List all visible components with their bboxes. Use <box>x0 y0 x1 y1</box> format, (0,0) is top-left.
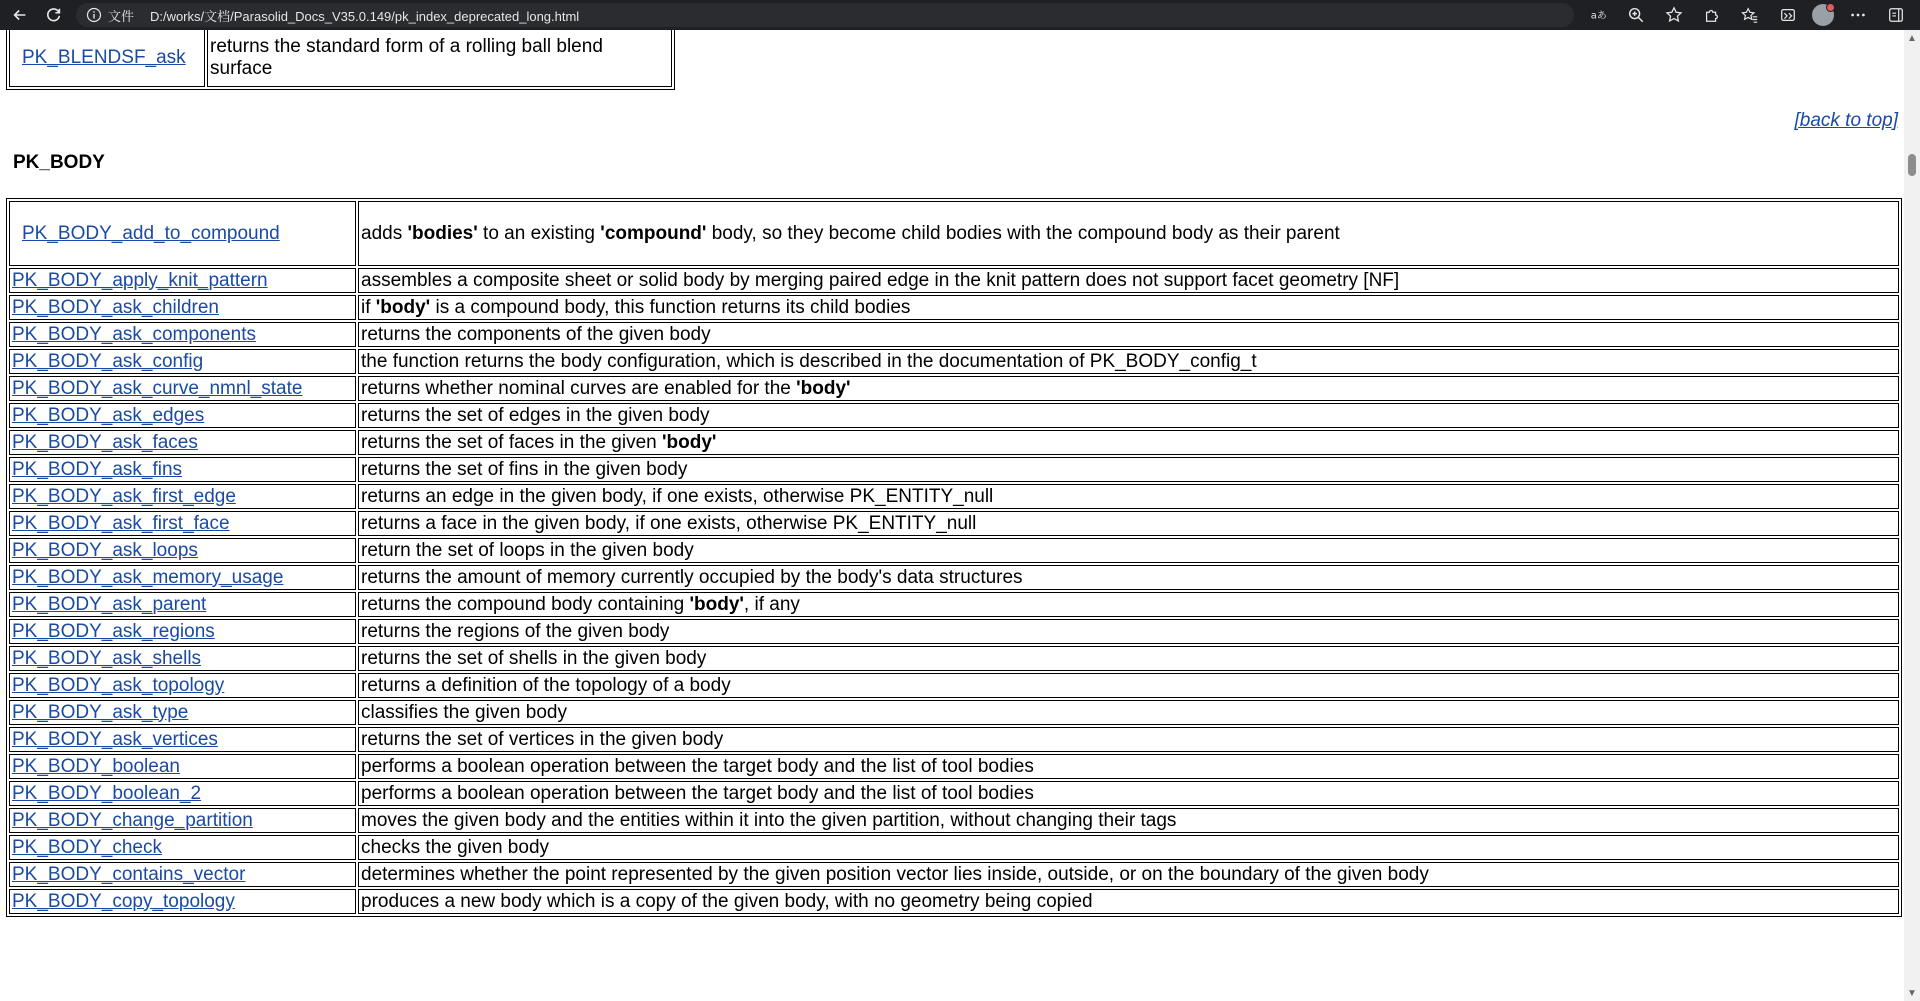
function-desc-cell <box>358 889 1899 914</box>
function-link[interactable]: PK_BODY_apply_knit_pattern <box>12 269 268 291</box>
function-link[interactable]: PK_BODY_add_to_compound <box>22 222 280 244</box>
function-name-cell <box>9 430 356 455</box>
function-link[interactable]: PK_BODY_ask_regions <box>12 620 215 642</box>
function-name-cell <box>9 565 356 590</box>
function-link[interactable]: PK_BODY_ask_edges <box>12 404 205 426</box>
desc-text: returns the components of the given body <box>361 323 711 345</box>
desc-text: classifies the given body <box>361 701 567 723</box>
function-desc-cell <box>358 592 1899 617</box>
zoom-button[interactable] <box>1622 1 1650 29</box>
function-desc-cell <box>358 646 1899 671</box>
desc-text: the function returns the body configuration, which is described in the documentation of PK_BODY_config_t <box>361 350 1257 372</box>
function-name-cell <box>9 808 356 833</box>
param-name: 'body' <box>375 296 431 318</box>
read-aloud-button[interactable] <box>1584 1 1612 29</box>
function-desc-cell <box>358 727 1899 752</box>
extensions-button[interactable] <box>1698 1 1726 29</box>
function-name-cell <box>9 727 356 752</box>
function-link[interactable]: PK_BODY_ask_fins <box>12 458 183 480</box>
desc-text: returns the set of faces in the given <box>361 431 663 453</box>
function-desc-cell <box>358 403 1899 428</box>
function-name-cell <box>9 700 356 725</box>
function-name-cell <box>9 322 356 347</box>
table-row <box>9 781 1899 806</box>
table-row <box>9 700 1899 725</box>
desc-text: returns the compound body containing <box>361 593 690 615</box>
function-name-cell <box>9 835 356 860</box>
desc-text: returns a definition of the topology of a body <box>361 674 731 696</box>
puzzle-icon <box>1703 6 1721 24</box>
desc-text: returns the set of shells in the given body <box>361 647 707 669</box>
table-row <box>9 457 1899 482</box>
read-aloud-icon <box>1589 6 1607 24</box>
table-row <box>9 511 1899 536</box>
page-content <box>0 30 1904 1001</box>
table-row <box>9 646 1899 671</box>
function-desc-cell <box>358 538 1899 563</box>
desc-text: returns the regions of the given body <box>361 620 670 642</box>
reload-button[interactable] <box>40 1 68 29</box>
desc-text: returns a face in the given body, if one exists, otherwise PK_ENTITY_null <box>361 512 977 534</box>
param-name: 'body' <box>796 377 851 399</box>
info-icon <box>86 7 102 23</box>
desc-text: returns whether nominal curves are enabled for the <box>361 377 797 399</box>
table-row <box>9 430 1899 455</box>
function-name-cell <box>9 268 356 293</box>
collections-icon <box>1779 6 1797 24</box>
pk-body-rows <box>9 201 1899 914</box>
function-link[interactable]: PK_BODY_ask_first_face <box>12 512 230 534</box>
toolbar-actions <box>1574 1 1910 29</box>
function-name-cell <box>9 484 356 509</box>
desc-text: assembles a composite sheet or solid body by merging paired edge in the knit pattern does not support facet geometry [NF] <box>361 269 1400 291</box>
function-name-cell <box>9 592 356 617</box>
sidebar-icon <box>1887 6 1905 24</box>
desc-text: returns the amount of memory currently occupied by the body's data structures <box>361 566 1023 588</box>
table-row <box>9 862 1899 887</box>
back-to-top <box>1794 110 1898 132</box>
scrollbar-thumb[interactable] <box>1908 154 1916 176</box>
table-row <box>9 295 1899 320</box>
function-desc-cell <box>358 349 1899 374</box>
param-name: 'compound' <box>600 222 707 244</box>
desc-text: to an existing <box>477 222 601 244</box>
function-name-cell <box>9 403 356 428</box>
svg-text:aあ: aあ <box>1590 10 1607 22</box>
function-desc-cell <box>358 201 1899 266</box>
function-name-cell <box>9 889 356 914</box>
blendsf-table <box>6 30 675 90</box>
desc-text: adds <box>361 222 408 244</box>
favorite-button[interactable] <box>1660 1 1688 29</box>
function-link[interactable]: PK_BODY_ask_first_edge <box>12 485 236 507</box>
function-desc-cell <box>358 700 1899 725</box>
function-link[interactable]: PK_BODY_ask_vertices <box>12 728 218 750</box>
function-desc-cell <box>358 565 1899 590</box>
address-url[interactable]: D:/works/文档/Parasolid_Docs_V35.0.149/pk_index_deprecated_long.html <box>149 8 580 24</box>
function-link[interactable]: PK_BODY_ask_type <box>12 701 189 723</box>
favorites-button[interactable] <box>1736 1 1764 29</box>
table-row <box>9 403 1899 428</box>
table-row <box>9 673 1899 698</box>
function-desc-cell <box>358 376 1899 401</box>
function-link[interactable]: PK_BODY_ask_memory_usage <box>12 566 284 588</box>
desc-text: returns the set of fins in the given body <box>361 458 688 480</box>
table-row <box>9 484 1899 509</box>
scroll-up-icon[interactable]: ▲ <box>1907 32 1917 44</box>
zoom-icon <box>1627 6 1645 24</box>
desc-text: returns the set of edges in the given body <box>361 404 710 426</box>
desc-text: performs a boolean operation between the target body and the list of tool bodies <box>361 782 1034 804</box>
desc-text: returns the set of vertices in the given body <box>361 728 724 750</box>
table-row <box>9 538 1899 563</box>
table-row <box>9 727 1899 752</box>
favorites-icon <box>1741 6 1759 24</box>
function-link[interactable]: PK_BODY_ask_curve_nmnl_state <box>12 377 303 399</box>
table-row <box>9 349 1899 374</box>
function-name-cell <box>9 862 356 887</box>
function-name-cell <box>9 646 356 671</box>
function-link[interactable]: PK_BODY_boolean <box>12 755 180 777</box>
scroll-down-icon[interactable]: ▼ <box>1907 987 1917 999</box>
function-desc-cell <box>358 322 1899 347</box>
function-desc-cell <box>358 754 1899 779</box>
function-desc-cell <box>358 808 1899 833</box>
function-desc-cell <box>358 619 1899 644</box>
table-row <box>9 30 672 87</box>
function-link[interactable]: PK_BODY_ask_loops <box>12 539 198 561</box>
back-button[interactable] <box>6 1 34 29</box>
function-link[interactable]: PK_BODY_ask_config <box>12 350 204 372</box>
function-name-cell <box>9 538 356 563</box>
function-desc-cell <box>358 430 1899 455</box>
desc-text: produces a new body which is a copy of the given body, with no geometry being copied <box>361 890 1093 912</box>
function-name-cell <box>9 457 356 482</box>
function-name-cell <box>9 30 205 87</box>
more-button[interactable] <box>1844 1 1872 29</box>
reload-icon <box>45 6 63 24</box>
file-badge: 文件 <box>107 8 134 24</box>
table-row <box>9 835 1899 860</box>
function-name-cell <box>9 511 356 536</box>
profile-avatar[interactable] <box>1812 4 1834 26</box>
back-to-top-link[interactable]: [back to top] <box>1794 110 1898 131</box>
table-row <box>9 808 1899 833</box>
desc-text: body, so they become child bodies with the compound body as their parent <box>706 222 1340 244</box>
desc-text: performs a boolean operation between the target body and the list of tool bodies <box>361 755 1034 777</box>
function-link[interactable]: PK_BLENDSF_ask <box>22 47 186 68</box>
function-link[interactable]: PK_BODY_copy_topology <box>12 890 235 912</box>
function-link[interactable]: PK_BODY_check <box>12 836 162 858</box>
function-link[interactable]: PK_BODY_ask_components <box>12 323 256 345</box>
desc-text: if <box>361 296 376 318</box>
desc-text: moves the given body and the entities within it into the given partition, without changing their tags <box>361 809 1177 831</box>
function-desc-cell <box>358 781 1899 806</box>
function-name-cell <box>9 295 356 320</box>
more-icon <box>1849 6 1867 24</box>
desc-text: , if any <box>743 593 800 615</box>
table-row <box>9 889 1899 914</box>
collections-button[interactable] <box>1774 1 1802 29</box>
desc-text: checks the given body <box>361 836 550 858</box>
function-link[interactable]: PK_BODY_ask_faces <box>12 431 198 453</box>
star-icon <box>1665 6 1683 24</box>
desc-text: determines whether the point represented by the given position vector lies inside, outside, or on the boundary of the given body <box>361 863 1429 885</box>
table-row <box>9 268 1899 293</box>
table-row <box>9 201 1899 266</box>
param-name: 'body' <box>662 431 717 453</box>
desc-text: is a compound body, this function returns its child bodies <box>430 296 911 318</box>
function-link[interactable]: PK_BODY_change_partition <box>12 809 253 831</box>
address-bar[interactable] <box>76 3 1574 27</box>
function-link[interactable]: PK_BODY_ask_parent <box>12 593 207 615</box>
table-row <box>9 619 1899 644</box>
function-name-cell <box>9 781 356 806</box>
function-name-cell <box>9 201 356 266</box>
table-row <box>9 592 1899 617</box>
param-name: 'bodies' <box>407 222 478 244</box>
function-desc-cell <box>358 673 1899 698</box>
function-link[interactable]: PK_BODY_ask_children <box>12 296 219 318</box>
table-row <box>9 376 1899 401</box>
function-desc-cell: returns the standard form of a rolling ball blend surface <box>207 30 672 87</box>
function-desc-cell <box>358 835 1899 860</box>
table-row <box>9 322 1899 347</box>
desc-text: return the set of loops in the given body <box>361 539 694 561</box>
function-link[interactable]: PK_BODY_contains_vector <box>12 863 246 885</box>
function-name-cell <box>9 349 356 374</box>
function-desc-cell <box>358 511 1899 536</box>
section-title: PK_BODY <box>13 152 105 173</box>
browser-toolbar <box>0 0 1920 30</box>
arrow-left-icon <box>11 6 29 24</box>
function-desc-cell <box>358 862 1899 887</box>
sidebar-toggle-button[interactable] <box>1882 1 1910 29</box>
vertical-scrollbar[interactable] <box>1904 30 1920 1001</box>
function-link[interactable]: PK_BODY_ask_topology <box>12 674 225 696</box>
function-name-cell <box>9 673 356 698</box>
function-desc-cell <box>358 295 1899 320</box>
function-desc-cell <box>358 268 1899 293</box>
param-name: 'body' <box>689 593 744 615</box>
pk-body-table <box>6 198 1902 917</box>
function-name-cell <box>9 376 356 401</box>
table-row <box>9 565 1899 590</box>
function-link[interactable]: PK_BODY_ask_shells <box>12 647 202 669</box>
function-link[interactable]: PK_BODY_boolean_2 <box>12 782 202 804</box>
function-name-cell <box>9 619 356 644</box>
table-row <box>9 754 1899 779</box>
function-desc-cell <box>358 484 1899 509</box>
function-desc-cell <box>358 457 1899 482</box>
function-name-cell <box>9 754 356 779</box>
desc-text: returns an edge in the given body, if one exists, otherwise PK_ENTITY_null <box>361 485 994 507</box>
